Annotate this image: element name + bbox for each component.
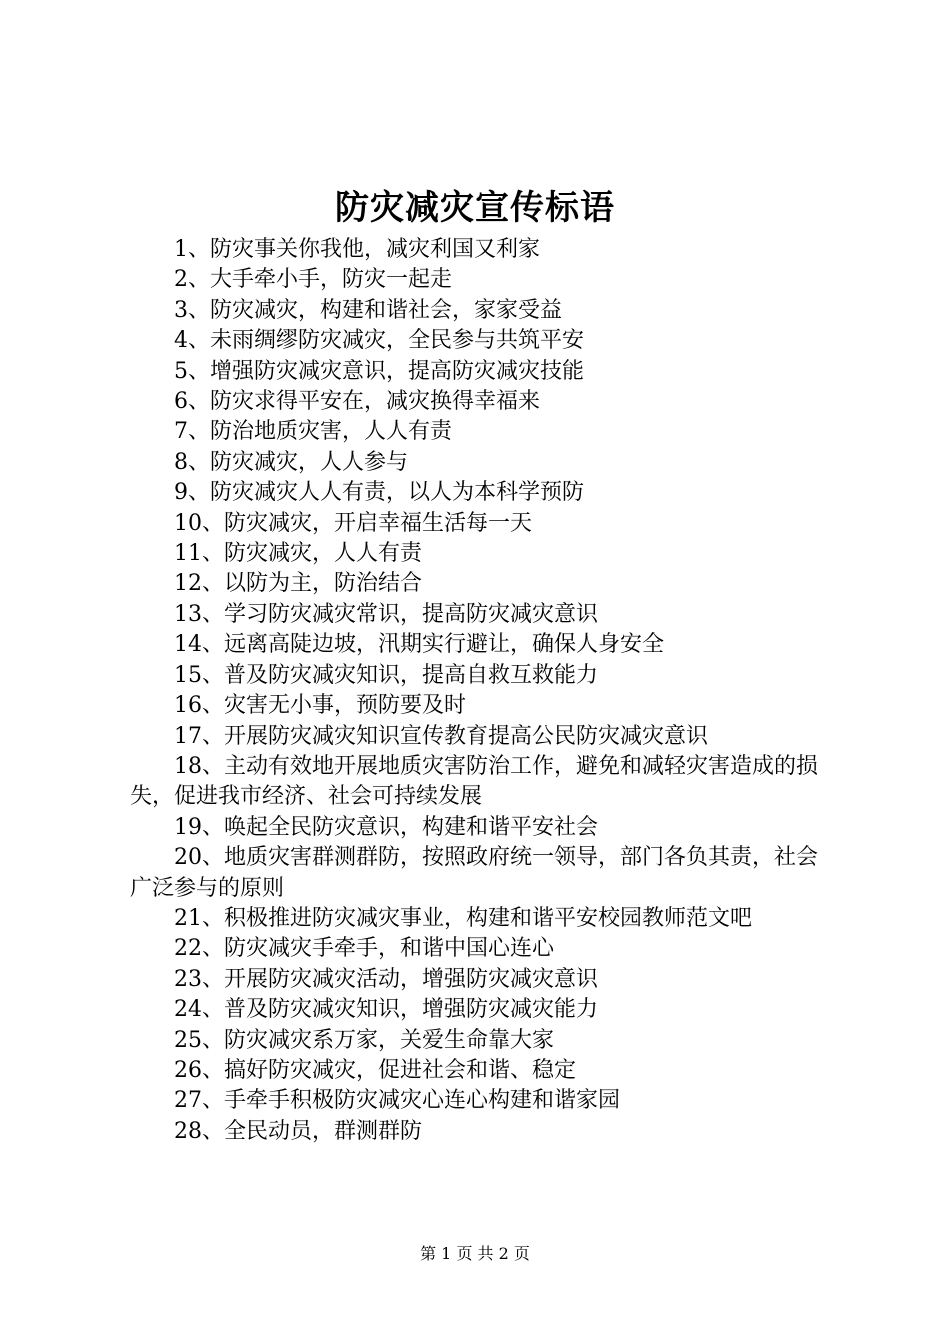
slogan-item: 3、防灾减灾，构建和谐社会，家家受益 <box>174 297 562 323</box>
slogan-item: 19、唤起全民防灾意识，构建和谐平安社会 <box>174 814 598 840</box>
slogan-item: 1、防灾事关你我他，减灾利国又利家 <box>174 237 540 262</box>
slogan-item: 16、灾害无小事，预防要及时 <box>174 693 466 719</box>
slogan-item: 7、防治地质灾害，人人有责 <box>174 419 452 445</box>
slogan-item: 26、搞好防灾减灾，促进社会和谐、稳定 <box>174 1057 576 1083</box>
slogan-item: 24、普及防灾减灾知识，增强防灾减灾能力 <box>174 997 598 1023</box>
slogan-item: 27、手牵手积极防灾减灾心连心构建和谐家园 <box>174 1088 620 1114</box>
slogan-item: 21、积极推进防灾减灾事业，构建和谐平安校园教师范文吧 <box>174 905 752 931</box>
slogan-item: 5、增强防灾减灾意识，提高防灾减灾技能 <box>174 358 584 384</box>
slogan-item: 2、大手牵小手，防灾一起走 <box>174 267 452 293</box>
slogan-item: 6、防灾求得平安在，减灾换得幸福来 <box>174 389 540 415</box>
slogan-item: 8、防灾减灾，人人参与 <box>174 449 408 475</box>
slogan-item: 14、远离高陡边坡，汛期实行避让，确保人身安全 <box>174 632 664 658</box>
slogan-item: 13、学习防灾减灾常识，提高防灾减灾意识 <box>174 601 598 627</box>
slogan-item: 9、防灾减灾人人有责，以人为本科学预防 <box>174 480 584 506</box>
slogan-item: 17、开展防灾减灾知识宣传教育提高公民防灾减灾意识 <box>174 723 708 749</box>
slogan-item: 11、防灾减灾，人人有责 <box>174 541 422 567</box>
slogan-item: 23、开展防灾减灾活动，增强防灾减灾意识 <box>174 966 598 992</box>
slogan-item: 10、防灾减灾，开启幸福生活每一天 <box>174 510 532 536</box>
slogan-list <box>130 235 830 1147</box>
slogan-item: 28、全民动员，群测群防 <box>174 1118 422 1144</box>
slogan-item: 18、主动有效地开展地质灾害防治工作，避免和减轻灾害造成的损失，促进我市经济、社会可持续发展 <box>130 753 818 810</box>
slogan-item: 15、普及防灾减灾知识，提高自救互救能力 <box>174 662 598 688</box>
slogan-item: 20、地质灾害群测群防，按照政府统一领导，部门各负其责，社会广泛参与的原则 <box>130 845 818 901</box>
document-title: 防灾减灾宣传标语 <box>335 188 615 228</box>
page-number-footer: 第 1 页 共 2 页 <box>420 1244 530 1263</box>
slogan-item: 12、以防为主，防治结合 <box>174 571 422 597</box>
slogan-item: 25、防灾减灾系万家，关爱生命靠大家 <box>174 1027 554 1053</box>
slogan-item: 4、未雨绸缪防灾减灾，全民参与共筑平安 <box>174 328 584 354</box>
slogan-item: 22、防灾减灾手牵手，和谐中国心连心 <box>174 936 554 962</box>
